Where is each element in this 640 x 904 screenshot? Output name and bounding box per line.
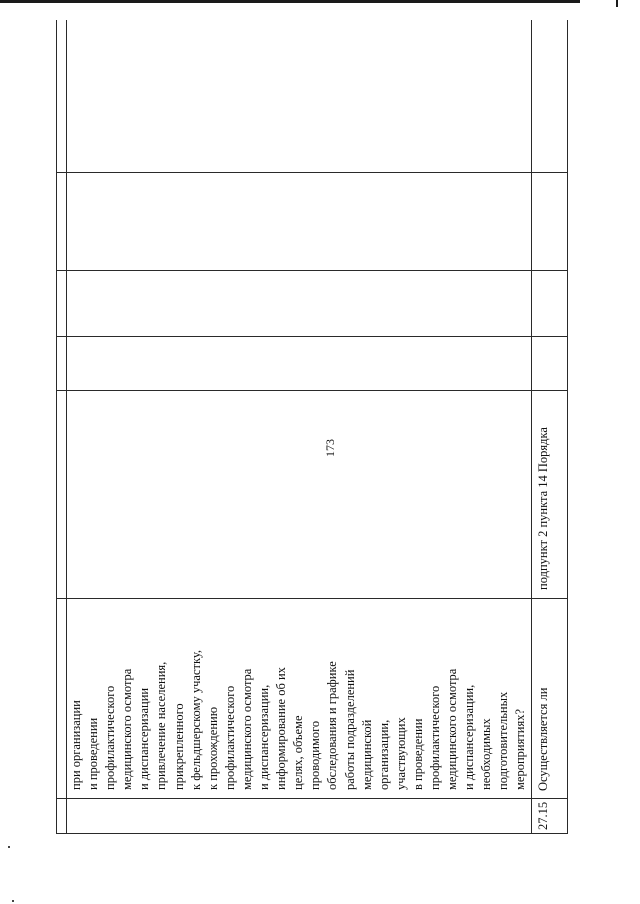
column-separator (56, 172, 568, 173)
column-separator (56, 336, 568, 337)
table-border-bottom (56, 833, 568, 834)
column-separator (56, 798, 568, 799)
checklist-table (56, 20, 568, 834)
question-text: Осуществляется ли (536, 687, 550, 791)
scan-mark (616, 0, 618, 7)
table-border-right (567, 20, 568, 834)
row-separator-continued (66, 20, 67, 834)
question-text-continued: при организации и проведении профилактического медицинского осмотра и диспансеризации привлечение населения, прикрепленного к фельдшерскому участку, к прохождению профилактического медицинского осмотра и диспансеризации, информирование об их целях, объеме проводимого обследования и графике работы подразделений медицинской организации, участвующих в проведении профилактического медицинского осмотра и диспансеризации, необходимых подготовительных мероприятиях? (69, 650, 528, 790)
row-separator-next (531, 20, 532, 834)
column-separator (56, 390, 568, 391)
column-separator (56, 270, 568, 271)
row-number: 27.15 (536, 801, 550, 830)
requirement-reference: подпункт 2 пункта 14 Порядка (536, 427, 550, 590)
page-number: 173 (323, 439, 337, 457)
scan-top-border (0, 0, 580, 3)
table-border-left (56, 20, 57, 834)
column-separator (56, 598, 568, 599)
scan-speck (12, 900, 14, 902)
scan-speck (8, 846, 10, 848)
